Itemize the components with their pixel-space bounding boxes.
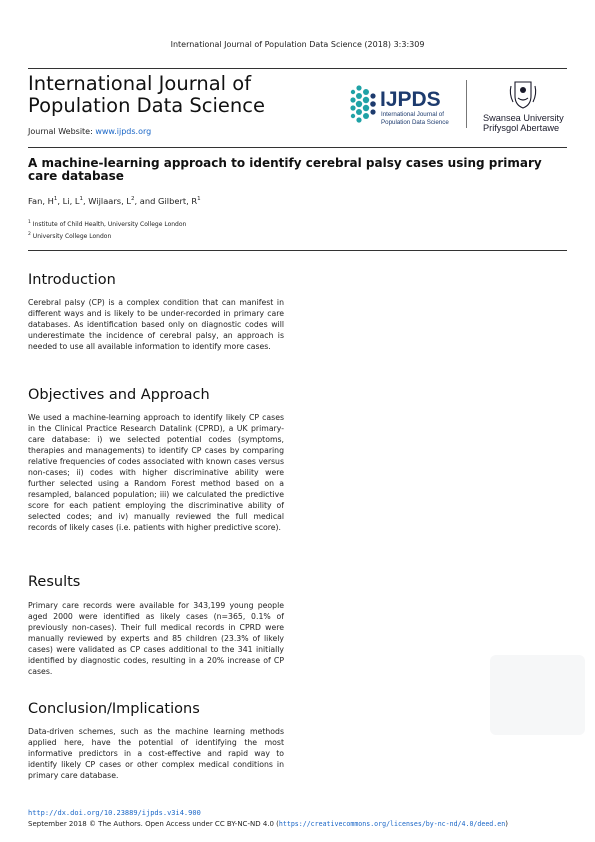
swansea-name-cy: Prifysgol Abertawe [483,123,560,133]
journal-title-line1: International Journal of [28,72,252,95]
ijpds-sub2: Population Data Science [381,119,449,126]
author: Li, $L^1$, [62,196,89,206]
ijpds-logo [349,82,451,128]
watermark-icon [490,655,585,735]
journal-title-line2: Population Data Science [28,94,265,117]
ijpds-dots-icon [350,85,375,122]
journal-title [28,73,265,117]
affiliation: $^1$ Institute of Child Health, University College London [28,220,187,228]
section-body-results: Primary care records were available for 343,199 young people aged 2000 were identified as likely cases (n=365, 0.1% of previously non-cases). Their full medical records in CPRD were manually reviewed by experts and 85 children (23.3% of likely cases) were validated as CP cases additional to the 341 initially identified by diagnostic codes, resulting in a 20% increase of CP cases. [28,601,284,677]
journal-website-link[interactable]: www.ijpds.org [95,127,152,136]
swansea-university-logo [481,78,565,134]
section-heading-introduction: Introduction [28,272,116,288]
header-bottom-rule [28,147,567,148]
footer-doi-link[interactable]: http://dx.doi.org/10.23889/ijpds.v3i4.900 [28,809,201,817]
author: Gilbert, $R^1$ [158,196,201,206]
ijpds-mark: IJPDS [380,88,441,111]
swansea-crest-icon [510,82,535,108]
running-head: International Journal of Population Data Science (2018) 3:3:309 [170,40,425,49]
affiliation: $^2$ University College London [28,232,112,240]
journal-website [28,127,151,136]
logo-separator [466,80,467,128]
section-heading-objectives: Objectives and Approach [28,387,210,403]
section-body-introduction: Cerebral palsy (CP) is a complex condition that can manifest in different ways and is likely to be under-recorded in primary care databases. As identification based only on diagnostic codes will underestimate the incidence of cerebral palsy, an approach is needed to use all available information to identify more cases. [28,298,284,352]
section-heading-results: Results [28,574,81,590]
author: Wijlaars, $L^2$, and [88,196,159,206]
authors-rule [28,250,567,251]
header-top-rule [28,68,567,69]
section-body-objectives: We used a machine-learning approach to identify likely CP cases in the Clinical Practice Research Datalink (CPRD), a UK primary-care database: i) we selected potential codes (symptoms, therapies and managements) to identify CP cases by comparing relative frequencies of codes associated with known cases versus non-cases; ii) codes with higher discriminative ability were further selected using a Random Forest method based on a resampled, balanced population; iii) we calculated the predictive score for each patient employing the discriminative ability of selected codes; and iv) manually reviewed the full medical records of likely cases (i.e. patients with higher predictive score). [28,413,284,533]
license-link[interactable]: https://creativecommons.org/licenses/by-nc-nd/4.0/deed.en [278,820,506,828]
section-heading-conclusion: Conclusion/Implications [28,701,200,717]
footer-license: September 2018 © The Authors. Open Access under CC BY-NC-ND 4.0 (https://creativecommons.org/licenses/by-nc-nd/4.0/deed.en) [28,820,508,828]
swansea-name-en: Swansea University [483,113,564,123]
ijpds-sub1: International Journal of [381,111,444,118]
author: Fan, $H^1$, [28,196,63,206]
section-body-conclusion: Data-driven schemes, such as the machine learning methods applied here, have the potential of identifying the most informative predictors in a cost-effective and rapid way to identify likely CP cases or other complex medical conditions in primary care database. [28,727,284,781]
journal-website-label: Journal Website: [28,127,96,136]
author-list [28,196,201,206]
article-title: A machine-learning approach to identify cerebral palsy cases using primary care database [28,156,542,183]
